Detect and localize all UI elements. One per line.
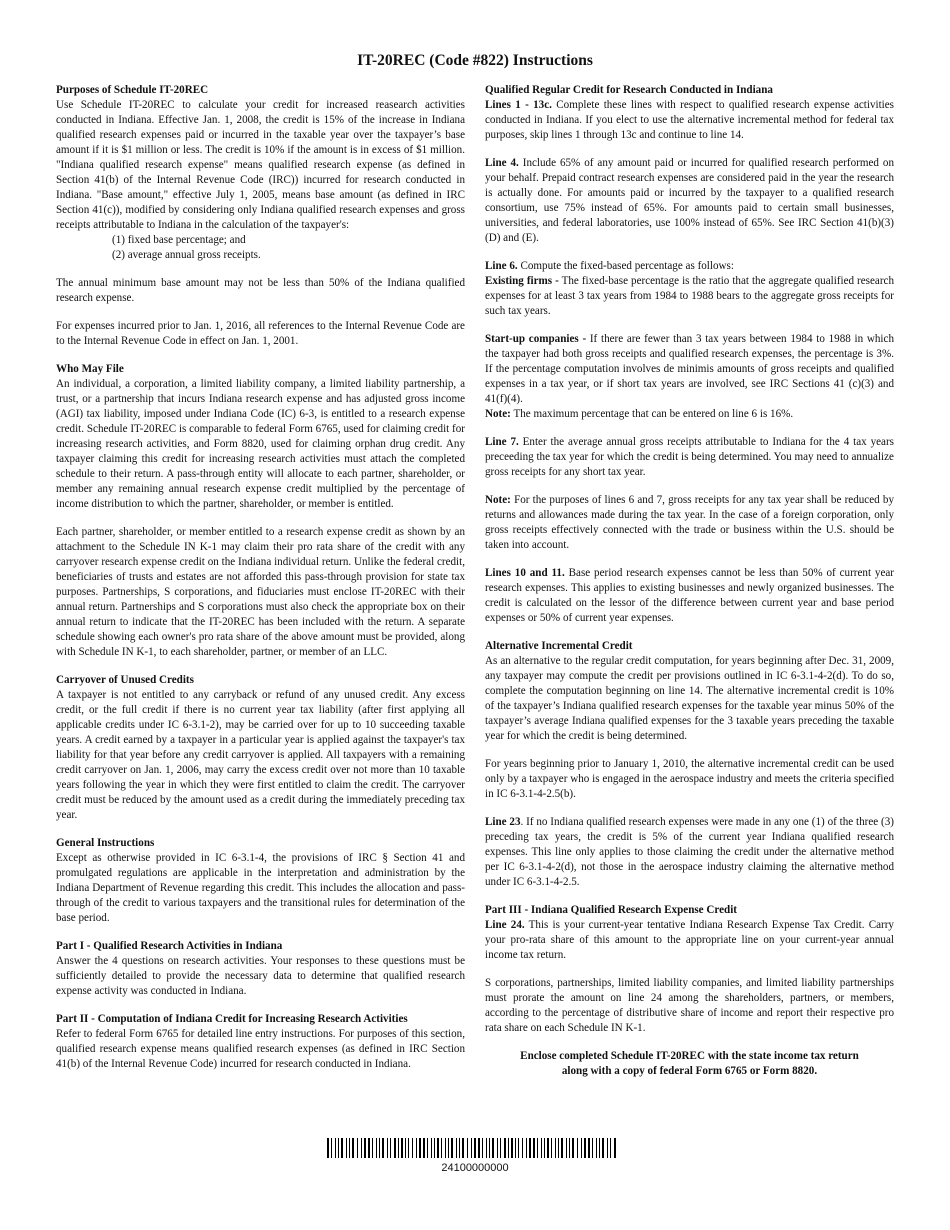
existing-firms-label: Existing firms - [485,275,559,287]
line-23-label: Line 23 [485,816,521,828]
line-24-text: This is your current-year tentative Indiana Research Expense Tax Credit. Carry your pro-rata share of this amount to the appropriate line on your current-year annual income tax return. [485,919,894,961]
barcode-number: 24100000000 [441,1162,509,1174]
pass-through-text: Each partner, shareholder, or member entitled to a research expense credit as shown by an attachment to the Schedule IN K-1 may claim their pro rata share of the credit with any carryover research expense credit on the Indiana individual return. Unlike the federal credit, beneficiaries of trusts and estates are not afforded this pass-through provision for state tax purposes. Partnerships, S corporations, and fiduciaries must enclose IT-20REC with their annual return. Partnerships and S corporations must also check the appropriate box on their annual return to indicate that the IT-20REC has been included with the return. A separate schedule showing each owner's pro rata share of the above amount must be provided, along with Schedule IN K-1, to each shareholder, partner, or member of an LLC. [56,526,465,658]
existing-firms-text: The fixed-base percentage is the ratio that the aggregate qualified research expenses for at least 3 tax years from 1984 to 1988 bears to the aggregate gross receipts for such tax years. [485,275,894,317]
gross-receipts-note-text: For the purposes of lines 6 and 7, gross receipts for any tax year shall be reduced by returns and allowances made during the tax year. In the case of a foreign corporation, only gross receipts effectively connected with the trade or business within the U.S. should be taken into account. [485,494,894,551]
alternative-incremental-section [485,639,894,744]
pass-through-paragraph [56,525,465,660]
proration-paragraph [485,976,894,1036]
line-4-section [485,156,894,246]
line-7-label: Line 7. [485,436,519,448]
line-6-label: Line 6. [485,260,518,272]
max-percentage-note-label: Note: [485,408,511,420]
purposes-paragraph: Use Schedule IT-20REC to calculate your credit for increased reasearch activities conducted in Indiana. Effective Jan. 1, 2008, the credit is 15% of the increase in Indiana qualified research expenses paid or incurred in the taxable year over the taxpayer’s base amount if it is $1 million or less. The credit is 10% if the amount is in excess of $1 million. "Indiana qualified research expense" means qualified research expense (as defined in Section 41(b) of the Internal Revenue Code (IRC)) incurred for research conducted in Indiana. "Base amount," effective July 1, 2005, means base amount (as defined in IRC Section 41(c)), modified by considering only Indiana qualified research expenses and gross receipts attributable to Indiana in the calculation of the taxpayer's: [56,99,465,231]
max-percentage-note-text: The maximum percentage that can be entered on line 6 is 16%. [510,408,794,420]
who-may-file-section [56,362,465,512]
general-instructions-paragraph: Except as otherwise provided in IC 6-3.1-4, the provisions of IRC § Section 41 and promulgated regulations are applicable in the interpretation and administration by the Indiana Department of Revenue regarding this credit. This includes the allocation and pass-through of the credit to various taxpayers and the transitional rules for determination of the base period. [56,852,465,924]
base-amount-list [112,233,465,263]
carryover-section [56,673,465,823]
page-title: IT-20REC (Code #822) Instructions [357,52,593,69]
qualified-regular-credit-heading: Qualified Regular Credit for Research Conducted in Indiana [485,84,773,96]
lines-1-13c-text: Complete these lines with respect to qualified research expense activities conducted in Indiana. If you elect to use the alternative incremental method for federal tax purposes, skip lines 1 through 13c and continue to line 14. [485,99,894,141]
list-item: (1) fixed base percentage; and [112,234,246,246]
start-up-text: If there are fewer than 3 tax years between 1984 to 1988 in which the taxpayer had both gross receipts and qualified research expenses, the percentage is 3%. If the percentage computation involves de minimis amounts of gross receipts and qualified expenses in a tax year, or if short tax years are involved, see IRC Sections 41 (c)(3) and 41(f)(4). [485,333,894,405]
alternative-incremental-paragraph: As an alternative to the regular credit computation, for years beginning after Dec. 31, 2009, any taxpayer may compute the credit per provisions outlined in IC 6-3.1-4-2(d). To do so, complete the computation beginning on line 14. The alternative incremental credit is 10% of the taxpayer’s Indiana qualified research expenses for the taxable year minus 50% of the taxpayer’s average Indiana qualified expenses for the 3 taxable years preceding the taxable year for which the credit is being determined. [485,655,894,742]
lines-1-13c-paragraph [485,98,894,143]
who-may-file-heading: Who May File [56,363,124,375]
qualified-regular-credit-section [485,83,894,143]
aerospace-paragraph [485,757,894,802]
part-3-section [485,903,894,963]
aerospace-text: For years beginning prior to January 1, 2010, the alternative incremental credit can be used only by a taxpayer who is engaged in the aerospace industry and meets the criteria specified in IC 6-3.1-4-2.5(b). [485,758,894,800]
carryover-paragraph: A taxpayer is not entitled to any carryback or refund of any unused credit. Any excess credit, or the full credit if there is no current year tax liability (after first applying all applicable credits under IC 6-3.1-2), may be carried over for up to 10 succeeding taxable years. A credit earned by a taxpayer in a particular year is applied against the taxpayer's tax liability for that year before any credit carryover is applied. All taxpayers with a remaining credit carryover on Jan. 1, 2006, may carry the excess credit over not more than 10 taxable years following the year in which they were first entitled to claim the credit. The carryover credit must be reduced by the amount used as a credit during the immediately preceding tax year. [56,689,465,821]
minimum-base-text: The annual minimum base amount may not be less than 50% of the Indiana qualified research expense. [56,277,465,304]
part-1-section [56,939,465,999]
lines-10-11-label: Lines 10 and 11. [485,567,565,579]
line-4-label: Line 4. [485,157,519,169]
line-23-section [485,815,894,890]
carryover-heading: Carryover of Unused Credits [56,674,194,686]
line-23-text: . If no Indiana qualified research expenses were made in any one (1) of the three (3) preceding tax years, the credit is 5% of the current year Indiana qualified research expenses. This line only applies to those claiming the credit under the alternative method per IC 6-3.1-4-2(d), not those in the aerospace industry claiming the alternative method under IC 6-3.1-4-2.5. [485,816,894,888]
line-6-text: Compute the fixed-based percentage as follows: [517,260,734,272]
irc-reference-text: For expenses incurred prior to Jan. 1, 2016, all references to the Internal Revenue Code are to the Internal Revenue Code in effect on Jan. 1, 2001. [56,320,465,347]
gross-receipts-note-section [485,493,894,553]
line-6-section [485,259,894,319]
line-7-section [485,435,894,480]
gross-receipts-note-label: Note: [485,494,511,506]
irc-reference-paragraph [56,319,465,349]
who-may-file-paragraph: An individual, a corporation, a limited liability company, a limited liability partnership, a trust, or a partnership that incurs Indiana research expense and has adjusted gross income (AGI) tax liability, imposed under Indiana Code (IC) 6-3, is entitled to a research expense credit. Schedule IT-20REC is comparable to federal Form 6765, used for claiming credit for increasing research activities, and Form 8820, used for claiming orphan drug credit. Any taxpayer claiming this credit for increasing research activities must attach the completed schedule to their return. A pass-through entity will allocate to each partner, shareholder, or member any remaining annual research expense credit multiplied by the percentage of income distribution to which the partner, shareholder, or member is entitled. [56,378,465,510]
lines-1-13c-label: Lines 1 - 13c. [485,99,552,111]
purposes-heading: Purposes of Schedule IT-20REC [56,84,209,96]
alternative-incremental-heading: Alternative Incremental Credit [485,640,633,652]
part-2-heading: Part II - Computation of Indiana Credit for Increasing Research Activities [56,1013,408,1025]
barcode-graphic [327,1138,620,1158]
left-column [56,83,465,1085]
lines-10-11-section [485,566,894,626]
part-1-paragraph: Answer the 4 questions on research activities. Your responses to these questions must be sufficiently detailed to provide the necessary data to determine that qualified research expense activity was conducted in Indiana. [56,955,465,997]
part-2-section [56,1012,465,1072]
general-instructions-heading: General Instructions [56,837,155,849]
line-4-text: Include 65% of any amount paid or incurred for qualified research performed on your behalf. Prepaid contract research expenses are considered paid in the year the research is actually done. For amounts paid or incurred by the taxpayer to a qualified research consortium, use 75% instead of 65%. For amounts paid to certain small businesses, universities, and federal laboratories, use 100% instead of 65%. See IRC Section 41(b)(3)(D) and (E). [485,157,894,244]
general-instructions-section [56,836,465,926]
part-3-heading: Part III - Indiana Qualified Research Expense Credit [485,904,737,916]
list-item: (2) average annual gross receipts. [112,249,261,261]
enclose-line-1: Enclose completed Schedule IT-20REC with the state income tax return [520,1050,859,1062]
enclose-notice [485,1049,894,1079]
purposes-section [56,83,465,263]
line-24-label: Line 24. [485,919,525,931]
line-7-text: Enter the average annual gross receipts attributable to Indiana for the 4 tax years preceeding the tax year for which the credit is being determined. You may need to annualize gross receipts for any short tax year. [485,436,894,478]
proration-text: S corporations, partnerships, limited liability companies, and limited liability partnerships must prorate the amount on line 24 among the shareholders, partners, or members, according to the percentage of distributive share of income and report their respective pro rata share on each Schedule IN K-1. [485,977,894,1034]
part-1-heading: Part I - Qualified Research Activities in Indiana [56,940,283,952]
minimum-base-paragraph [56,276,465,306]
right-column [485,83,894,1079]
start-up-section [485,332,894,422]
start-up-label: Start-up companies - [485,333,587,345]
part-2-paragraph: Refer to federal Form 6765 for detailed line entry instructions. For purposes of this section, qualified research expense means qualified research expenses (as defined in IRC Section 41(b) of the Internal Revenue Code) incurred for research conducted in Indiana. [56,1028,465,1070]
enclose-line-2: along with a copy of federal Form 6765 or Form 8820. [561,1065,818,1077]
lines-10-11-text: Base period research expenses cannot be less than 50% of current year research expenses. This applies to existing businesses and newly organized businesses. The credit is calculated on the lessor of the difference between current year and base period expenses or 50% of current year expenses. [485,567,894,624]
